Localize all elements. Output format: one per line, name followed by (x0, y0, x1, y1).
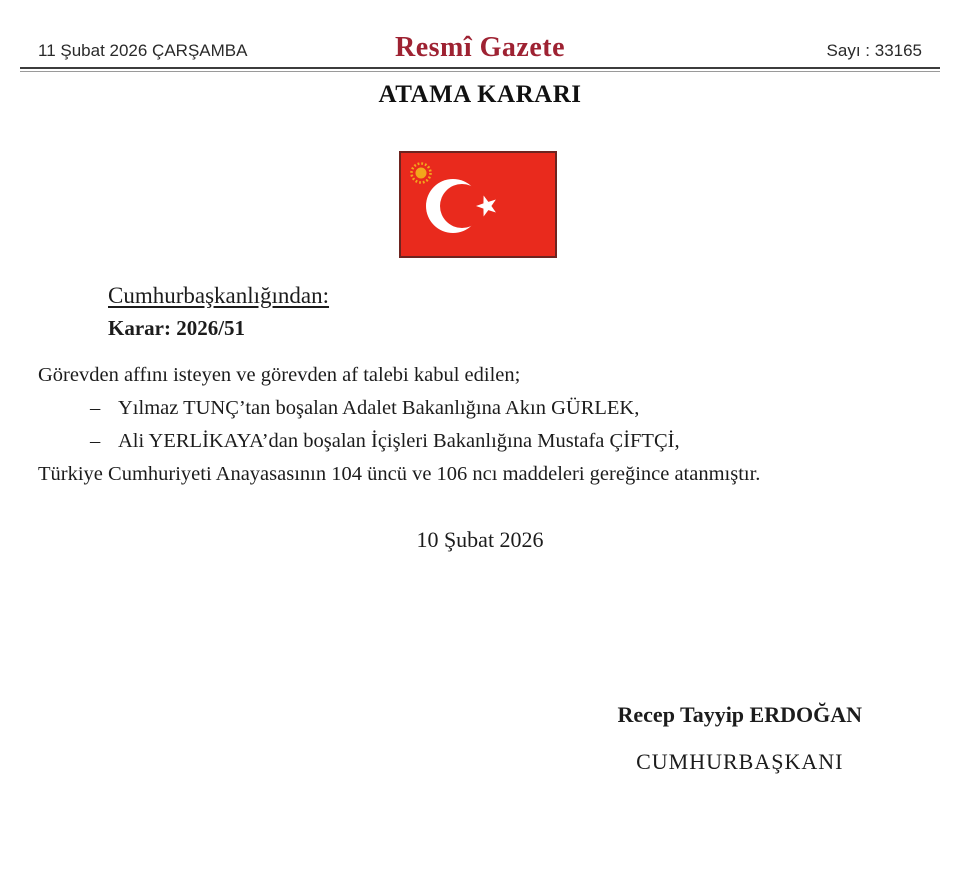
appointment-item (38, 425, 930, 458)
appointment-item-text: Yılmaz TUNÇ’tan boşalan Adalet Bakanlığına Akın GÜRLEK, (118, 397, 640, 419)
decree-intro-line: Görevden affını isteyen ve görevden af talebi kabul edilen; (38, 364, 521, 386)
list-dash: – (90, 430, 101, 452)
decree-number-line: Karar: 2026/51 (108, 316, 246, 340)
gazette-header (38, 32, 922, 64)
signatory-name: Recep Tayyip ERDOĞAN (617, 702, 862, 727)
gazette-date: 11 Şubat 2026 ÇARŞAMBA (38, 41, 248, 60)
signatory-title: CUMHURBAŞKANI (636, 749, 844, 774)
turkish-flag-image (399, 151, 557, 258)
header-divider-rule (20, 67, 940, 72)
issuing-authority-line: Cumhurbaşkanlığından: (108, 283, 330, 308)
decree-closing-line: Türkiye Cumhuriyeti Anayasasının 104 üncü ve 106 ncı maddeleri gereğince atanmıştır. (38, 463, 761, 485)
gazette-issue-number: Sayı : 33165 (826, 41, 923, 60)
sun-emblem-icon (416, 168, 427, 179)
gazette-masthead: Resmî Gazete (394, 32, 566, 63)
decree-body (38, 359, 930, 491)
appointment-item-text: Ali YERLİKAYA’dan boşalan İçişleri Bakanlığına Mustafa ÇİFTÇİ, (118, 430, 680, 452)
turkish-flag-icon (399, 151, 557, 258)
list-dash: – (90, 397, 101, 419)
document-title: ATAMA KARARI (378, 81, 582, 108)
appointment-item (38, 392, 930, 425)
decree-date: 10 Şubat 2026 (416, 527, 544, 552)
signature-block (618, 702, 862, 775)
